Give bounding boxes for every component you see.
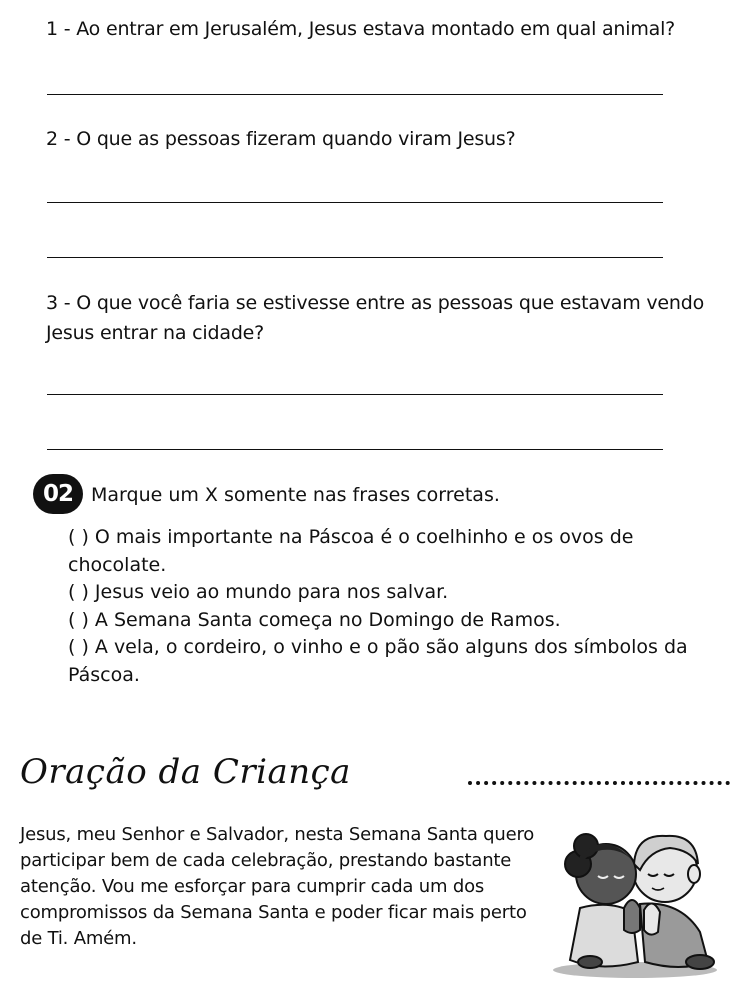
question-3: 3 - O que você faria se estivesse entre as pessoas que estavam vendo Jesus entrar na cidade? xyxy=(46,292,705,344)
answer-line[interactable] xyxy=(47,394,663,395)
answer-line[interactable] xyxy=(47,257,663,258)
prayer-title: Oração da Criança xyxy=(20,752,351,792)
option-item[interactable]: ( ) A Semana Santa começa no Domingo de Ramos. xyxy=(68,608,561,631)
option-item[interactable]: ( ) O mais importante na Páscoa é o coelhinho e os ovos de chocolate. xyxy=(68,526,634,576)
answer-line[interactable] xyxy=(47,94,663,95)
answer-line[interactable] xyxy=(47,202,663,203)
section-instruction: Marque um X somente nas frases corretas. xyxy=(91,484,500,506)
dotted-divider xyxy=(468,781,730,785)
option-item[interactable]: ( ) A vela, o cordeiro, o vinho e o pão são alguns dos símbolos da Páscoa. xyxy=(68,636,688,686)
praying-children-illustration xyxy=(540,812,725,980)
answer-line[interactable] xyxy=(47,449,663,450)
options-list xyxy=(68,524,698,689)
option-item[interactable]: ( ) Jesus veio ao mundo para nos salvar. xyxy=(68,581,449,603)
prayer-text: Jesus, meu Senhor e Salvador, nesta Semana Santa quero participar bem de cada celebração, prestando bastante atenção. Vou me esforçar para cumprir cada um dos compromissos da Semana Santa e poder ficar mais perto de Ti. Amém. xyxy=(20,824,535,949)
question-1: 1 - Ao entrar em Jerusalém, Jesus estava montado em qual animal? xyxy=(46,18,676,40)
question-2: 2 - O que as pessoas fizeram quando viram Jesus? xyxy=(46,128,516,150)
section-number-badge: 02 xyxy=(33,474,83,514)
